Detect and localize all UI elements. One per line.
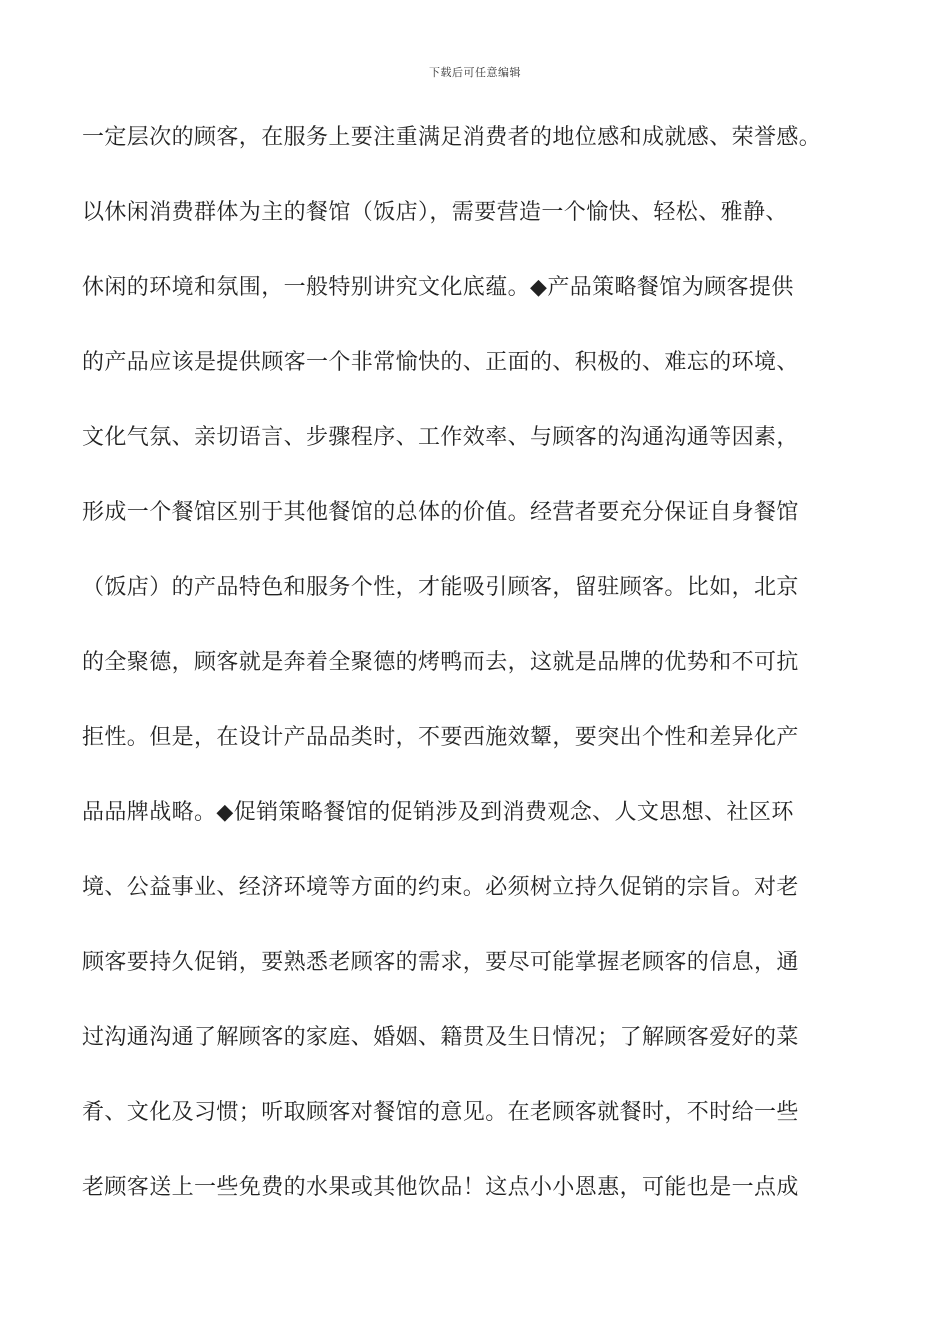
body-text	[82, 118, 882, 1243]
text-line: 品品牌战略。◆促销策略餐馆的促销涉及到消费观念、人文思想、社区环	[82, 800, 794, 825]
page-header: 下载后可任意编辑	[429, 66, 521, 79]
text-line: 过沟通沟通了解顾客的家庭、婚姻、籍贯及生日情况；了解顾客爱好的菜	[82, 1025, 799, 1050]
text-line: 文化气氛、亲切语言、步骤程序、工作效率、与顾客的沟通沟通等因素，	[82, 425, 799, 450]
text-line: 老顾客送上一些免费的水果或其他饮品！这点小小恩惠，可能也是一点成	[82, 1175, 799, 1200]
text-line: 的全聚德，顾客就是奔着全聚德的烤鸭而去，这就是品牌的优势和不可抗	[82, 650, 799, 675]
text-line: 形成一个餐馆区别于其他餐馆的总体的价值。经营者要充分保证自身餐馆	[82, 500, 799, 525]
text-line: 顾客要持久促销，要熟悉老顾客的需求，要尽可能掌握老顾客的信息，通	[82, 950, 799, 975]
text-line: 肴、文化及习惯；听取顾客对餐馆的意见。在老顾客就餐时，不时给一些	[82, 1100, 799, 1125]
text-line: 的产品应该是提供顾客一个非常愉快的、正面的、积极的、难忘的环境、	[82, 350, 799, 375]
text-line: （饭店）的产品特色和服务个性，才能吸引顾客，留驻顾客。比如，北京	[82, 575, 799, 600]
text-line: 休闲的环境和氛围，一般特别讲究文化底蕴。◆产品策略餐馆为顾客提供	[82, 275, 794, 300]
text-line: 以休闲消费群体为主的餐馆（饭店），需要营造一个愉快、轻松、雅静、	[82, 200, 788, 225]
text-line: 境、公益事业、经济环境等方面的约束。必须树立持久促销的宗旨。对老	[82, 875, 799, 900]
text-line: 一定层次的顾客，在服务上要注重满足消费者的地位感和成就感、荣誉感。	[82, 125, 822, 150]
text-line: 拒性。但是，在设计产品品类时，不要西施效颦，要突出个性和差异化产	[82, 725, 799, 750]
